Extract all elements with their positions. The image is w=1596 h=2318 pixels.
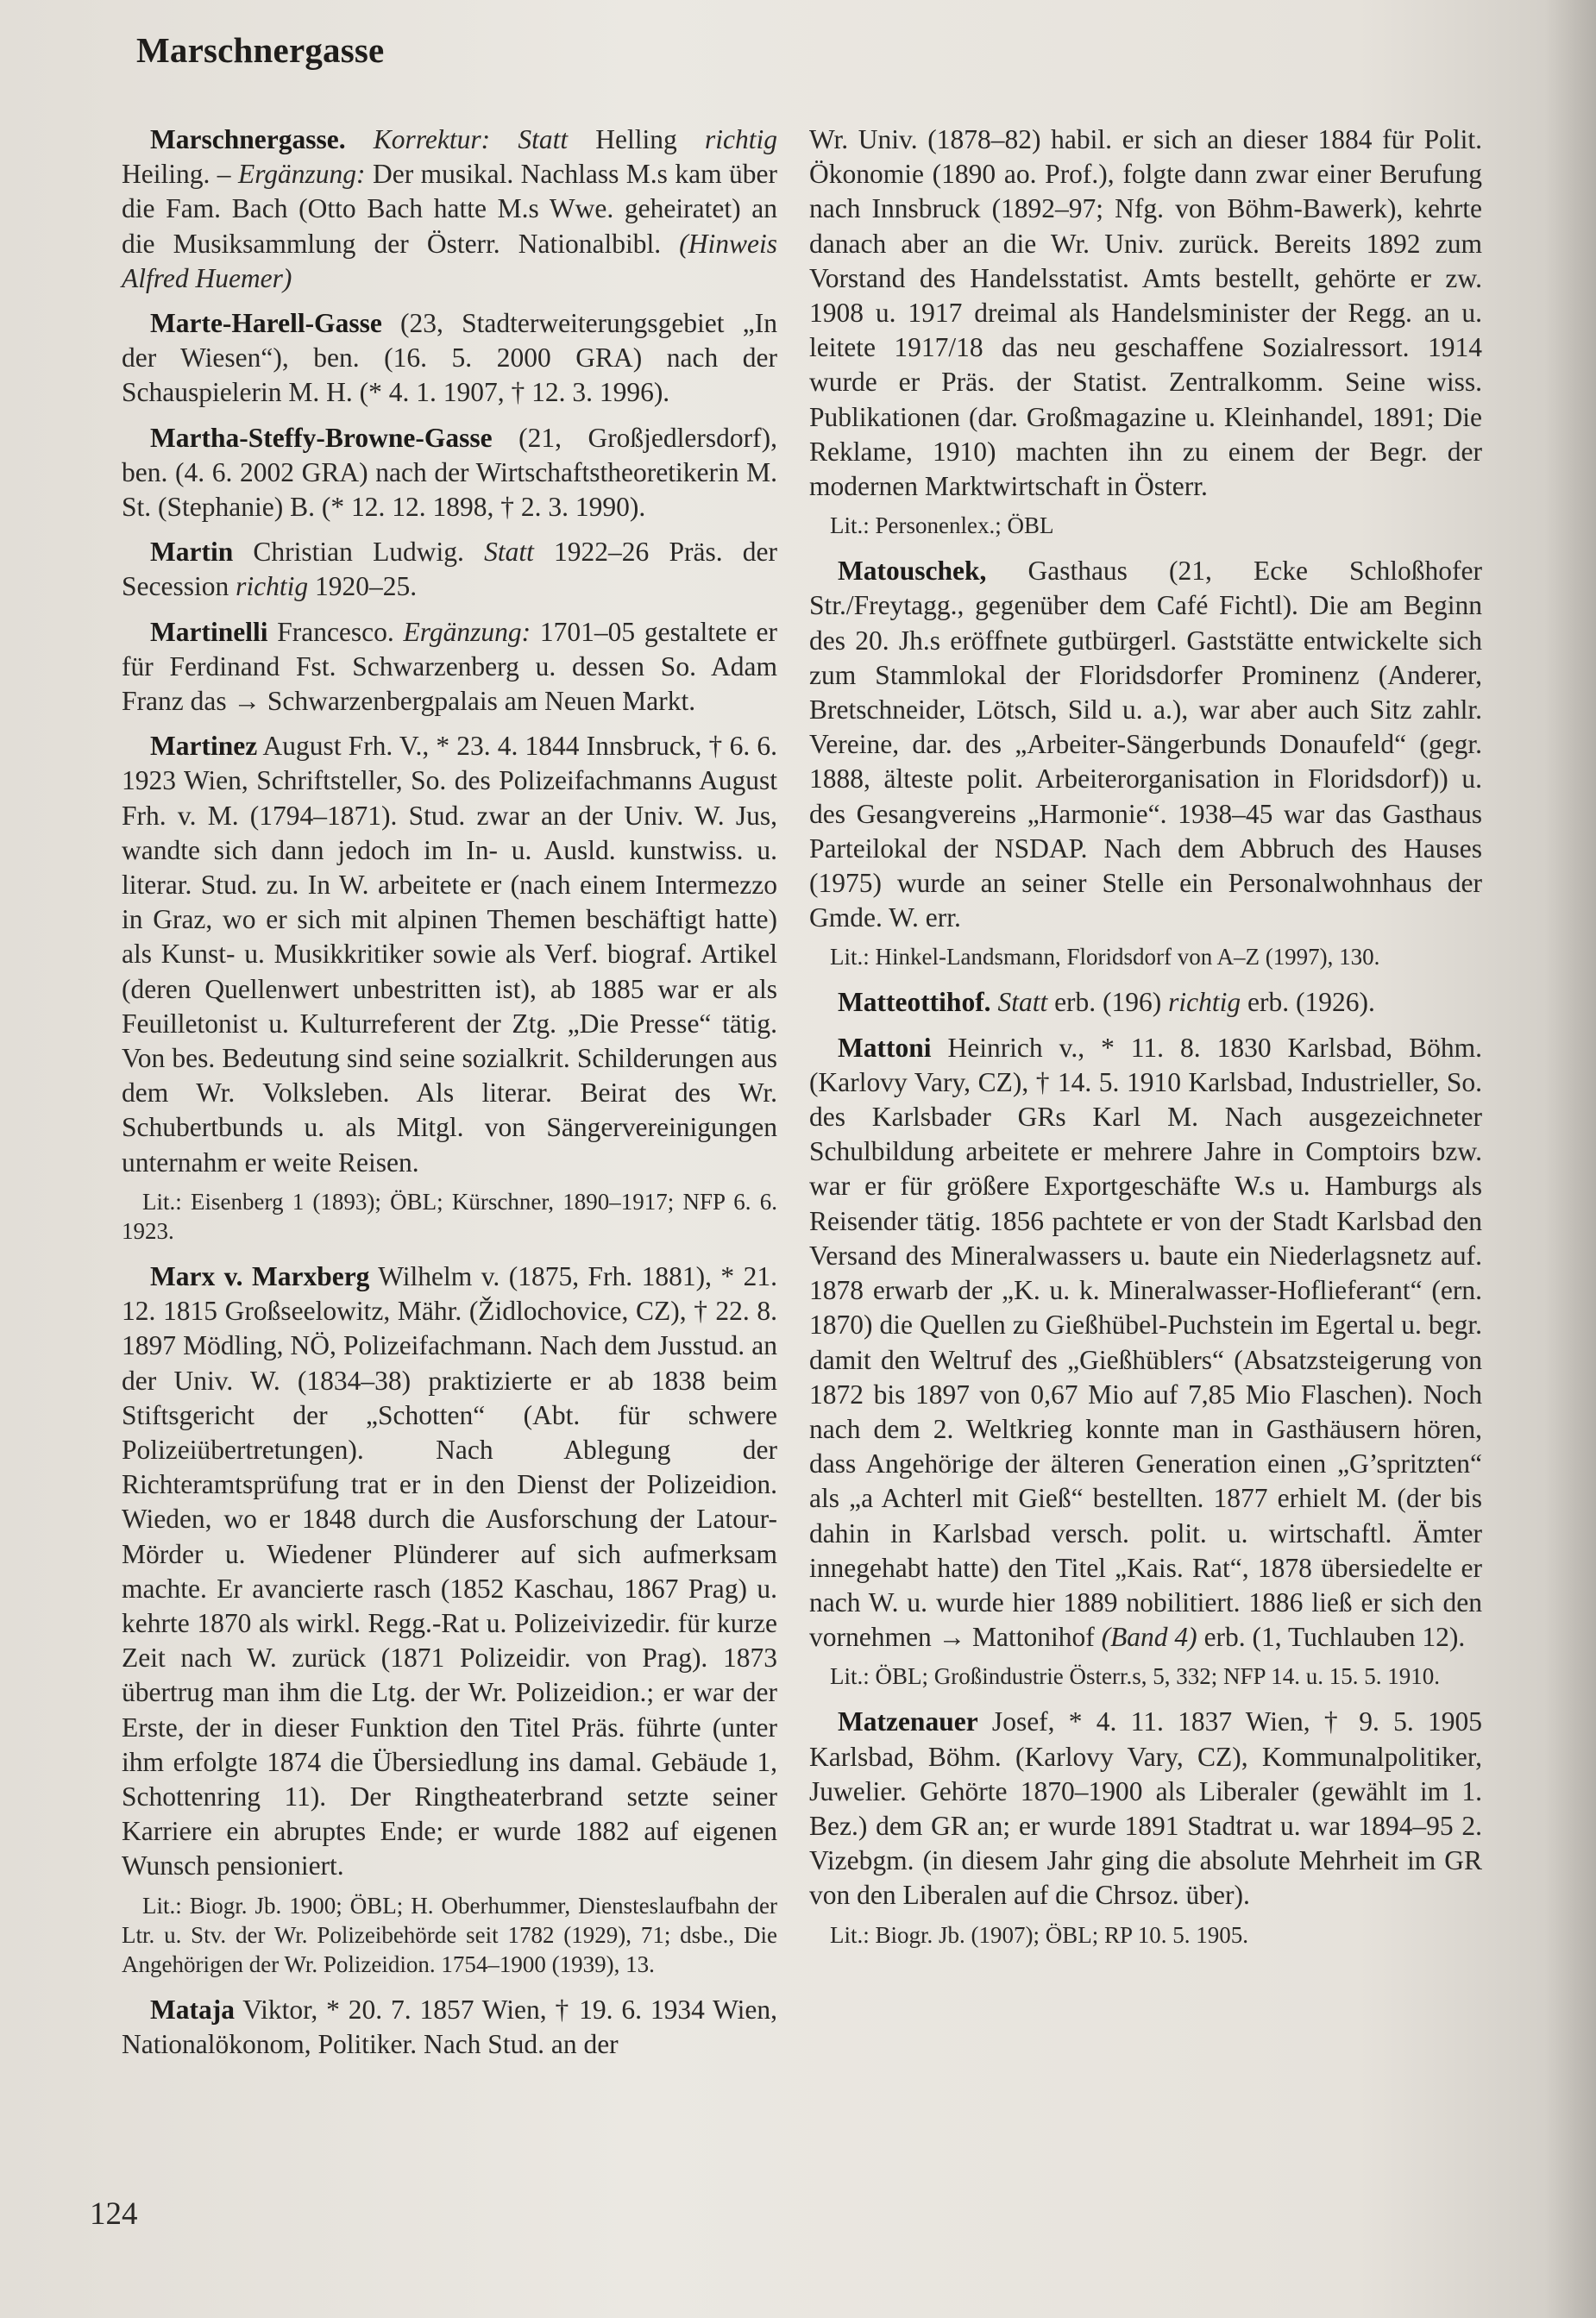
running-head: Marschnergasse: [136, 30, 385, 70]
entry-text: (23, Stadterweiterungsgebiet „In der Wiesen“), ben. (16. 5. 2000 GRA) nach der Schauspielerin M. H. (* 4. 1. 1907, † 12. 3. 1996).: [122, 308, 777, 408]
entry-headword: Matouschek,: [838, 556, 987, 587]
entry-text: 1920–25.: [308, 571, 418, 602]
lexicon-entry: [122, 535, 777, 604]
entry-headword: Martinez: [150, 731, 258, 762]
entry-text: Gasthaus (21, Ecke Schloßhofer Str./Freytagg., gegenüber dem Café Fichtl). Die am Beginn des 20. Jh.s eröffnete gutbürgerl. Gaststätte entwickelte sich zum Stammlokal der Floridsdorfer Prominenz (Anderer, Bretschneider, Lötsch, Sild u. a.), war aber auch Sitz zahlr. Vereine, dar. des „Arbeiter-Sängerbunds Donaufeld“ (gegr. 1888, älteste polit. Arbeiterorganisation in Floridsdorf)) u. des Gesangvereins „Harmonie“. 1938–45 war das Gasthaus Parteilokal der NSDAP. Nach dem Abbruch des Hauses (1975) wurde an seiner Stelle ein Personalwohnhaus der Gmde. W. err.: [809, 556, 1482, 933]
right-column: [809, 122, 1482, 1963]
literature-reference: Lit.: Biogr. Jb. 1900; ÖBL; H. Oberhummer, Diensteslaufbahn der Ltr. u. Stv. der Wr. Polizeibehörde seit 1782 (1929), 71; dsbe., Die Angehörigen der Wr. Polizeidion. 1754–1900 (1939), 13.: [122, 1892, 777, 1977]
entry-headword: Marte-Harell-Gasse: [150, 308, 382, 339]
italic-text: Korrektur: Statt: [373, 124, 569, 154]
lexicon-entry: [809, 554, 1482, 935]
literature-reference: Lit.: ÖBL; Großindustrie Österr.s, 5, 332; NFP 14. u. 15. 5. 1910.: [830, 1663, 1440, 1690]
lexicon-entry: [122, 615, 777, 719]
entry-text: Josef, * 4. 11. 1837 Wien, † 9. 5. 1905 Karlsbad, Böhm. (Karlovy Vary, CZ), Kommunalpolitiker, Juwelier. Gehörte 1870–1900 als Liberaler (gewählt im 1. Bez.) dem GR an; er wurde 1891 Stadtrat u. war 1894–95 2. Vizebgm. (in diesem Jahr ging die absolute Mehrheit im GR von den Liberalen auf die Chrsoz. über).: [809, 1706, 1482, 1911]
literature-reference: Lit.: Eisenberg 1 (1893); ÖBL; Kürschner, 1890–1917; NFP 6. 6. 1923.: [122, 1188, 777, 1244]
literature-reference: Lit.: Biogr. Jb. (1907); ÖBL; RP 10. 5. 1905.: [830, 1921, 1249, 1948]
entry-text: (21, Großjedlersdorf), ben. (4. 6. 2002 GRA) nach der Wirtschaftstheoretikerin M. St. (Stephanie) B. (* 12. 12. 1898, † 2. 3. 1990).: [122, 422, 777, 523]
lexicon-entry: [122, 122, 777, 296]
italic-text: richtig: [236, 571, 309, 602]
entry-text: Heinrich v., * 11. 8. 1830 Karlsbad, Böhm. (Karlovy Vary, CZ), † 14. 5. 1910 Karlsbad, Industrieller, So. des Karlsbader GRs Karl M. Nach ausgezeichneter Schulbildung arbeitete er mehrere Jahre in Comptoirs bzw. war er für größere Exportgeschäfte W.s u. Hamburgs als Reisender tätig. 1856 pachtete er von der Stadt Karlsbad den Versand des Mineralwassers u. baute ein Niederlagsnetz auf. 1878 erwarb der „K. u. k. Mineralwasser-Hoflieferant“ (ern. 1870) die Quellen zu Gießhübel-Puchstein im Egertal u. begr. damit den Weltruf des „Gießhüblers“ (Absatzsteigerung von 1872 bis 1897 von 0,67 Mio auf 7,85 Mio Flaschen). Noch nach dem 2. Weltkrieg konnte man in Gasthäusern hören, dass Angehörige der älteren Generation einen „G’spritzten“ als „a Achterl mit Gieß“ bestellten. 1877 erhielt M. (der bis dahin in Karlsbad versch. polit. u. wirtschaftl. Ämter innegehabt hatte) den Titel „Kais. Rat“, 1878 übersiedelte er nach W. u. wurde hier 1889 nobilitiert. 1886 ließ er sich den vornehmen → Mattonihof: [809, 1032, 1482, 1653]
entry-text: Heiling. –: [122, 159, 238, 190]
entry-text: Viktor, * 20. 7. 1857 Wien, † 19. 6. 1934 Wien, Nationalökonom, Politiker. Nach Stud. an der: [122, 1994, 777, 2059]
entry-text: Helling: [568, 124, 706, 154]
entry-headword: Mataja: [150, 1994, 235, 2025]
literature-reference: Lit.: Hinkel-Landsmann, Floridsdorf von A–Z (1997), 130.: [830, 944, 1380, 971]
lexicon-entry: [809, 985, 1482, 1020]
entry-continuation: [809, 122, 1482, 504]
entry-headword: Matteottihof.: [838, 987, 991, 1018]
italic-text: Statt: [997, 987, 1048, 1018]
lexicon-entry: [122, 1260, 777, 1884]
entry-headword: Matzenauer: [838, 1706, 978, 1737]
entry-headword: Martinelli: [150, 616, 268, 647]
entry-text: Der musikal. Nachlass M.s kam über die Fam. Bach (Otto Bach hatte M.s Wwe. geheiratet) an die Musiksammlung der Österr. Nationalbibl.: [122, 159, 777, 259]
lexicon-entry: [122, 306, 777, 411]
left-column: [122, 122, 777, 2072]
entry-headword: Marschnergasse.: [150, 124, 346, 154]
literature-reference: Lit.: Personenlex.; ÖBL: [830, 512, 1054, 539]
page-edge-shadow: [1544, 0, 1596, 2318]
page-number: 124: [90, 2196, 138, 2232]
lexicon-entry: [122, 1993, 777, 2062]
italic-text: Ergänzung:: [403, 616, 531, 647]
entry-text: erb. (1, Tuchlauben 12).: [1197, 1622, 1466, 1653]
entry-text: Wr. Univ. (1878–82) habil. er sich an dieser 1884 für Polit. Ökonomie (1890 ao. Prof.), folgte dann zwar einer Berufung nach Innsbruck (1892–97; Nfg. von Böhm-Bawerk), kehrte danach aber an die Wr. Univ. zurück. Bereits 1892 zum Vorstand des Handelsstatist. Amts bestellt, gehörte er zw. 1908 u. 1917 dreimal als Handelsminister der Regg. an u. leitete 1917/18 das neu geschaffene Sozialressort. 1914 wurde er Präs. der Statist. Zentralkomm. Seine wiss. Publikationen (dar. Großmagazine u. Kleinhandel, 1891; Die Reklame, 1910) machten ihn zu einem der Begr. der modernen Marktwirtschaft in Österr.: [809, 124, 1482, 502]
entry-text: Christian Ludwig.: [233, 537, 485, 568]
lexicon-entry: [809, 1031, 1482, 1655]
italic-text: Ergänzung:: [237, 159, 366, 190]
entry-text: 1701–05 gestaltete er für Ferdinand Fst. Schwarzenberg u. dessen So. Adam Franz das → Schwarzenbergpalais am Neuen Markt.: [122, 616, 777, 717]
entry-text: erb. (1926).: [1241, 987, 1375, 1018]
entry-text: Francesco.: [267, 616, 404, 647]
lexicon-entry: [809, 1705, 1482, 1913]
entry-text: August Frh. V., * 23. 4. 1844 Innsbruck, † 6. 6. 1923 Wien, Schriftsteller, So. des Polizeifachmanns August Frh. v. M. (1794–1871). Stud. zwar an der Univ. W. Jus, wandte sich dann jedoch im In- u. Ausld. kunstwiss. u. literar. Stud. zu. In W. arbeitete er (nach einem Intermezzo in Graz, wo er sich mit alpinen Themen beschäftigt hatte) als Kunst- u. Musikkritiker sowie als Verf. biograf. Artikel (deren Quellenwert unbestritten ist), ab 1885 war er als Feuilletonist u. Kulturreferent der Ztg. „Die Presse“ tätig. Von bes. Bedeutung sind seine sozialkrit. Schilderungen aus dem Wr. Volksleben. Als literar. Beirat des Wr. Schubertbunds u. als Mitgl. von Sängervereinigungen unternahm er weite Reisen.: [122, 731, 777, 1178]
entry-text: Wilhelm v. (1875, Frh. 1881), * 21. 12. 1815 Großseelowitz, Mähr. (Židlochovice, CZ), † 22. 8. 1897 Mödling, NÖ, Polizeifachmann. Nach dem Jusstud. an der Univ. W. (1834–38) praktizierte er ab 1838 beim Stiftsgericht der „Schotten“ (Abt. für schwere Polizeiübertretungen). Nach Ablegung der Richteramtsprüfung trat er in den Dienst der Polizeidion. Wieden, wo er 1848 durch die Ausforschung der Latour-Mörder u. Wiedener Plünderer auf sich aufmerksam machte. Er avancierte rasch (1852 Kaschau, 1867 Prag) u. kehrte 1870 als wirkl. Regg.-Rat u. Polizeivizedir. für kurze Zeit nach W. zurück (1871 Polizeidir. von Prag). 1873 übertrug man ihm die Ltg. der Wr. Polizeidion.; er war der Erste, der in dieser Funktion den Titel Präs. führte (unter ihm erfolgte 1874 die Übersiedlung ins damal. Gebäude 1, Schottenring 11). Der Ringtheaterbrand setzte seiner Karriere ein abruptes Ende; er wurde 1882 auf eigenen Wunsch pensioniert.: [122, 1260, 777, 1881]
entry-text: erb. (196): [1047, 987, 1169, 1018]
entry-text: 1922–26 Präs. der Secession: [122, 537, 777, 602]
italic-text: richtig: [1168, 987, 1241, 1018]
lexicon-entry: [122, 729, 777, 1180]
entry-headword: Martha-Steffy-Browne-Gasse: [150, 422, 493, 453]
entry-headword: Martin: [150, 537, 234, 568]
italic-text: (Hinweis Alfred Huemer): [122, 228, 777, 293]
entry-headword: Marx v. Marxberg: [150, 1260, 370, 1291]
italic-text: Statt: [484, 537, 534, 568]
italic-text: richtig: [705, 124, 778, 154]
entry-text: [346, 124, 374, 154]
entry-headword: Mattoni: [838, 1032, 932, 1063]
italic-text: (Band 4): [1101, 1622, 1197, 1653]
lexicon-entry: [122, 421, 777, 525]
